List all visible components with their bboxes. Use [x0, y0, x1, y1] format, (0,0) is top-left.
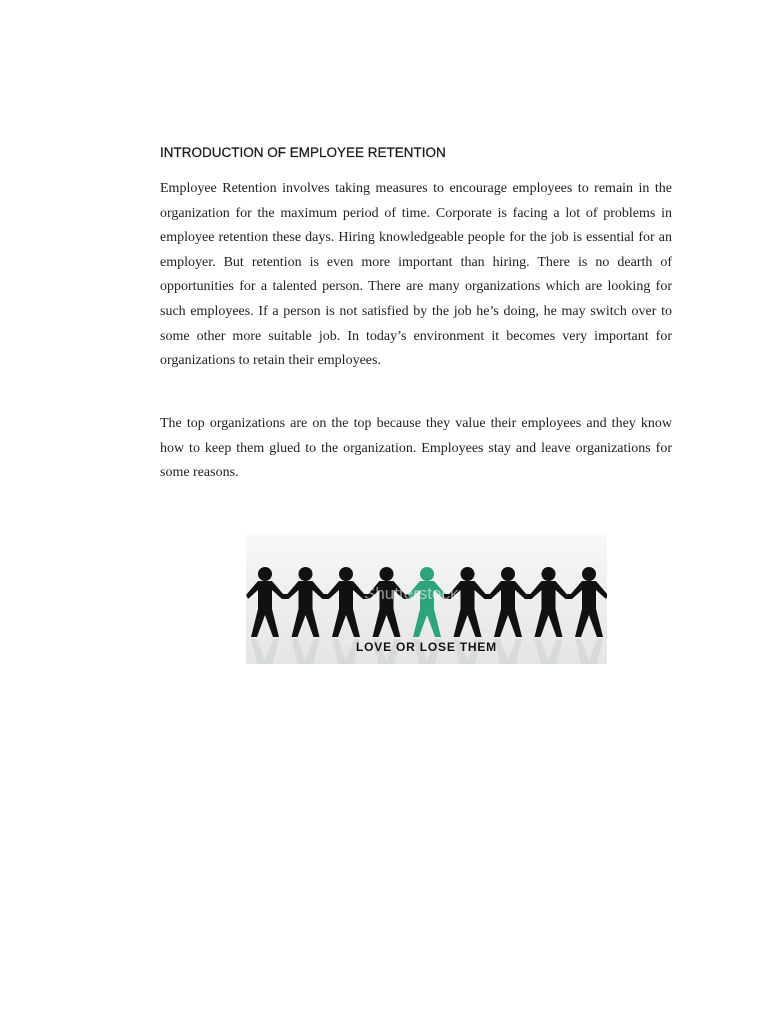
person-figure — [570, 567, 607, 637]
person-body — [246, 581, 284, 637]
reflection-body — [570, 639, 607, 664]
person-body — [530, 581, 568, 637]
person-head — [380, 567, 394, 581]
person-head — [420, 567, 434, 581]
person-figure — [287, 567, 325, 637]
figure-reflection — [287, 639, 325, 664]
person-body — [287, 581, 325, 637]
stock-watermark: Shutterstock — [364, 584, 459, 603]
person-figure — [246, 567, 284, 637]
paper-chain-illustration — [246, 535, 607, 664]
figure-reflection — [570, 639, 607, 664]
person-body — [570, 581, 607, 637]
person-head — [582, 567, 596, 581]
paragraph-1: Employee Retention involves taking measures to encourage employees to remain in the organization for the maximum period of time. Corporate is facing a lot of problems in employee retention these days. Hiring knowledgeable people for the job is essential for an employer. But retention is even more important than hiring. There is no dearth of opportunities for a talented person. There are many organizations which are looking for such employees. If a person is not satisfied by the job he’s doing, he may switch over to some other more suitable job. In today’s environment it becomes very important for organizations to retain their employees. — [160, 181, 672, 369]
person-head — [461, 567, 475, 581]
person-body — [327, 581, 365, 637]
person-body — [489, 581, 527, 637]
person-head — [501, 567, 515, 581]
person-head — [339, 567, 353, 581]
paper-chain-people-image — [246, 535, 607, 664]
person-figure — [530, 567, 568, 637]
figure-reflection — [530, 639, 568, 664]
person-head — [299, 567, 313, 581]
reflection-body — [287, 639, 325, 664]
person-head — [258, 567, 272, 581]
figure-reflection — [246, 639, 284, 664]
person-figure — [327, 567, 365, 637]
person-figure — [489, 567, 527, 637]
reflection-body — [246, 639, 284, 664]
person-head — [542, 567, 556, 581]
reflection-body — [530, 639, 568, 664]
image-caption: LOVE OR LOSE THEM — [356, 640, 497, 654]
section-heading: INTRODUCTION OF EMPLOYEE RETENTION — [160, 145, 446, 160]
paragraph-2: The top organizations are on the top because they value their employees and they know how to keep them glued to the organization. Employees stay and leave organizations for some reasons. — [160, 416, 672, 481]
